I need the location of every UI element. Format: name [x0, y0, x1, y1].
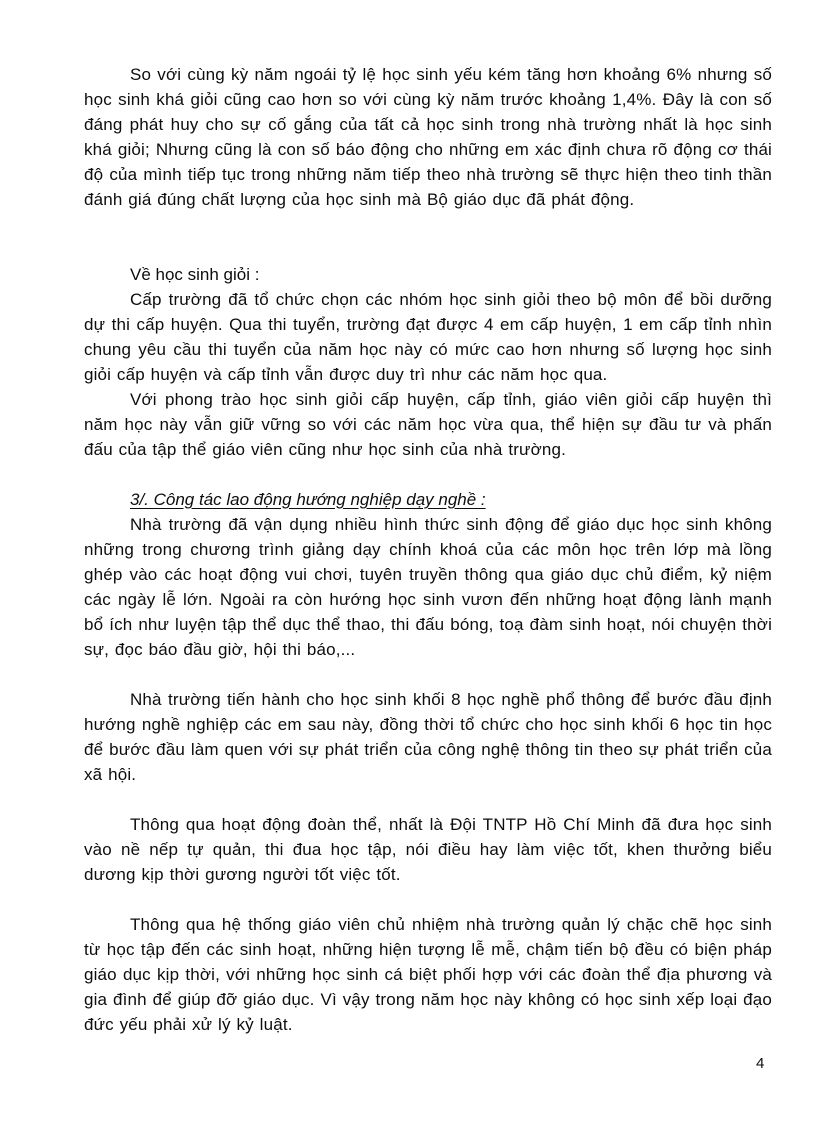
paragraph-vocational	[84, 687, 772, 787]
paragraph-text: Thông qua hoạt động đoàn thể, nhất là Đội TNTP Hồ Chí Minh đã đưa học sinh vào nề nếp tự quản, thi đua học tập, nói điều hay làm việc tốt, khen thưởng biểu dương kịp thời gương người tốt việc tốt.	[84, 815, 772, 884]
gifted-students-heading: Về học sinh giỏi :	[130, 265, 260, 284]
section-heading	[84, 487, 772, 512]
paragraph-youth-union	[84, 812, 772, 887]
section-heading-text: 3/. Công tác lao động hướng nghiệp dạy nghề :	[130, 490, 486, 509]
paragraph-gifted-movement: Với phong trào học sinh giỏi cấp huyện, cấp tỉnh, giáo viên giỏi cấp huyện thì năm học này vẫn giữ vững so với các năm học vừa qua, thể hiện sự đầu tư và phấn đấu của tập thể giáo viên cũng như học sinh của nhà trường.	[84, 390, 772, 459]
section-3	[84, 487, 772, 662]
paragraph-text: Nhà trường tiến hành cho học sinh khối 8 học nghề phổ thông để bước đầu định hướng nghề nghiệp các em sau này, đồng thời tổ chức cho học sinh khối 6 học tin học để bước đầu làm quen với sự phát triển của công nghệ thông tin theo sự phát triển của xã hội.	[84, 690, 772, 784]
paragraph-text: So với cùng kỳ năm ngoái tỷ lệ học sinh yếu kém tăng hơn khoảng 6% nhưng số học sinh khá giỏi cũng cao hơn so với cùng kỳ năm trước khoảng 1,4%. Đây là con số đáng phát huy cho sự cố gắng của tất cả học sinh trong nhà trường nhất là học sinh khá giỏi; Nhưng cũng là con số báo động cho những em xác định chưa rõ động cơ thái độ của mình tiếp tục trong những năm tiếp theo nhà trường sẽ thực hiện theo tinh thần đánh giá đúng chất lượng của học sinh mà Bộ giáo dục đã phát động.	[84, 65, 772, 209]
gifted-students-section	[84, 262, 772, 462]
page-number: 4	[756, 1055, 765, 1072]
paragraph-yearly-comparison	[84, 62, 772, 212]
paragraph-gifted-selection: Cấp trường đã tổ chức chọn các nhóm học sinh giỏi theo bộ môn để bồi dưỡng dự thi cấp huyện. Qua thi tuyển, trường đạt được 4 em cấp huyện, 1 em cấp tỉnh nhìn chung yêu cầu thi tuyển của năm học này có mức cao hơn nhưng số lượng học sinh giỏi cấp huyện và cấp tỉnh vẫn được duy trì như các năm học qua.	[84, 290, 772, 384]
paragraph-homeroom	[84, 912, 772, 1037]
paragraph-activities: Nhà trường đã vận dụng nhiều hình thức sinh động để giáo dục học sinh không những trong chương trình giảng dạy chính khoá của các môn học trên lớp mà lồng ghép vào các hoạt động vui chơi, tuyên truyền thông qua giáo dục chủ điểm, kỷ niệm các ngày lễ lớn. Ngoài ra còn hướng học sinh vươn đến những hoạt động lành mạnh bổ ích như luyện tập thể dục thể thao, thi đấu bóng, toạ đàm sinh hoạt, nói chuyện thời sự, đọc báo đầu giờ, hội thi báo,...	[84, 515, 772, 659]
paragraph-text: Thông qua hệ thống giáo viên chủ nhiệm nhà trường quản lý chặc chẽ học sinh từ học tập đến các sinh hoạt, những hiện tượng lễ mễ, chậm tiến bộ đều có biện pháp giáo dục kịp thời, với những học sinh cá biệt phối hợp với các đoàn thể địa phương và gia đình để giúp đỡ giáo dục. Vì vậy trong năm học này không có học sinh xếp loại đạo đức yếu phải xử lý kỷ luật.	[84, 915, 772, 1034]
